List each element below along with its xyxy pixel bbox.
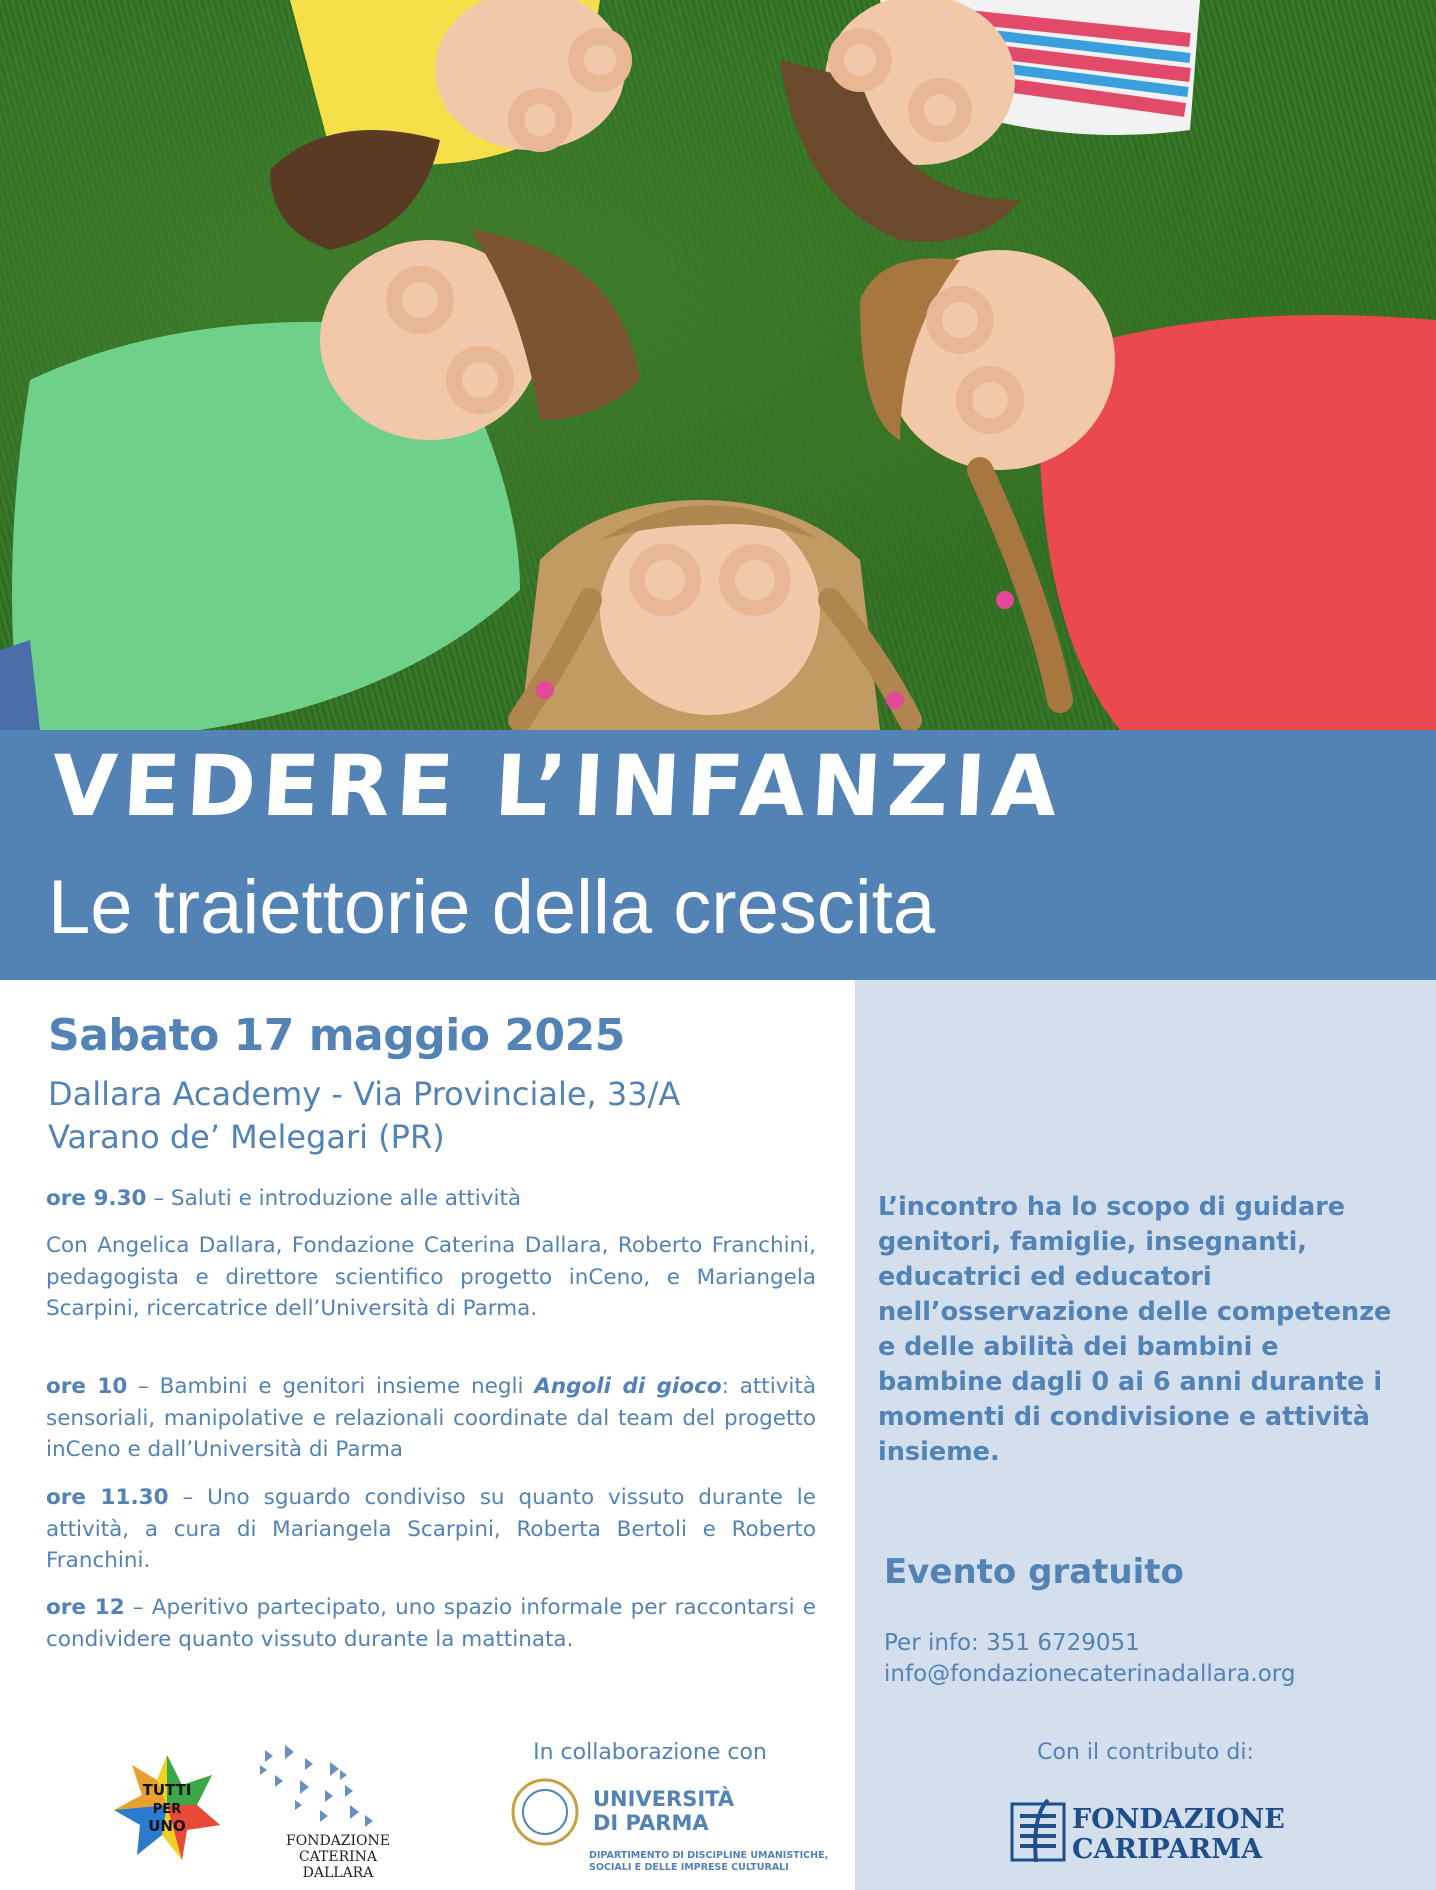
unipr-department-1: DIPARTIMENTO DI DISCIPLINE UMANISTICHE, (589, 1850, 829, 1861)
contribution-label: Con il contributo di: (1037, 1740, 1254, 1765)
program-text: – Saluti e introduzione alle attività (146, 1186, 522, 1211)
program-text: : attività sensoriali, manipolative e relazionali coordinate dal team del progetto inCeno e dall’Università di Parma (46, 1374, 817, 1462)
program-time: ore 12 (46, 1595, 125, 1620)
program-text: Con Angelica Dallara, Fondazione Caterina Dallara, Roberto Franchini, pedagogista e direttore scientifico progetto inCeno, e Mariangela Scarpini, ricercatrice dell’Università di Parma. (46, 1233, 816, 1321)
fondazione-cariparma-logo (1010, 1796, 1285, 1866)
hero-illustration (0, 0, 1436, 730)
unipr-name-2: DI PARMA (593, 1811, 709, 1835)
tutti-text: TUTTI (142, 1781, 192, 1799)
tutti-per-uno-logo (112, 1745, 222, 1865)
dallara-text-1: FONDAZIONE (286, 1833, 390, 1849)
butterfly-icon (260, 1745, 373, 1827)
event-date: Sabato 17 maggio 2025 (48, 1010, 625, 1061)
info-phone: Per info: 351 6729051 (884, 1630, 1140, 1656)
cariparma-text-2: CARIPARMA (1072, 1834, 1263, 1865)
free-event-label: Evento gratuito (884, 1552, 1184, 1592)
main-title: VEDERE L’INFANZIA (49, 737, 1066, 835)
dallara-text-3: DALLARA (302, 1865, 374, 1881)
program-item-12 (46, 1592, 816, 1655)
program-emphasis: Angoli di gioco (534, 1374, 722, 1399)
program-speakers (46, 1230, 816, 1325)
program-item-10 (46, 1371, 816, 1466)
program-item-0930 (46, 1183, 816, 1215)
info-email: info@fondazionecaterinadallara.org (884, 1661, 1296, 1687)
collaboration-label: In collaborazione con (533, 1740, 767, 1765)
cariparma-emblem-icon (1012, 1804, 1064, 1860)
uno-text: UNO (148, 1817, 186, 1835)
program-time: ore 9.30 (46, 1186, 147, 1211)
hero-photo-children-on-grass (0, 0, 1436, 730)
cariparma-text-1: FONDAZIONE (1072, 1804, 1285, 1835)
event-purpose: L’incontro ha lo scopo di guidare genitori, famiglie, insegnanti, educatrici ed educatori nell’osservazione delle competenze e delle abilità dei bambini e bambine dagli 0 ai 6 anni durante i momenti di condivisione e attività insieme. (878, 1192, 1392, 1467)
program-text: – Uno sguardo condiviso su quanto vissuto durante le attività, a cura di Mariangela Scarpini, Roberta Bertoli e Roberto Franchini. (46, 1485, 816, 1573)
unipr-department-2: SOCIALI E DELLE IMPRESE CULTURALI (589, 1862, 789, 1873)
program-time: ore 11.30 (46, 1485, 169, 1510)
program-time: ore 10 (46, 1374, 128, 1399)
subtitle: Le traiettorie della crescita (48, 865, 936, 950)
unipr-name-1: UNIVERSITÀ (593, 1787, 735, 1811)
per-text: PER (152, 1802, 182, 1817)
program-text: – Aperitivo partecipato, uno spazio informale per raccontarsi e condividere quanto vissuto durante la mattinata. (46, 1595, 816, 1652)
venue-town: Varano de’ Melegari (PR) (48, 1118, 445, 1156)
dallara-text-2: CATERINA (298, 1849, 378, 1865)
program-text: – Bambini e genitori insieme negli (127, 1374, 535, 1399)
program-item-1130 (46, 1482, 816, 1577)
venue-address: Dallara Academy - Via Provinciale, 33/A (48, 1075, 681, 1113)
universita-di-parma-logo (505, 1778, 829, 1878)
fondazione-caterina-dallara-logo (245, 1740, 395, 1880)
